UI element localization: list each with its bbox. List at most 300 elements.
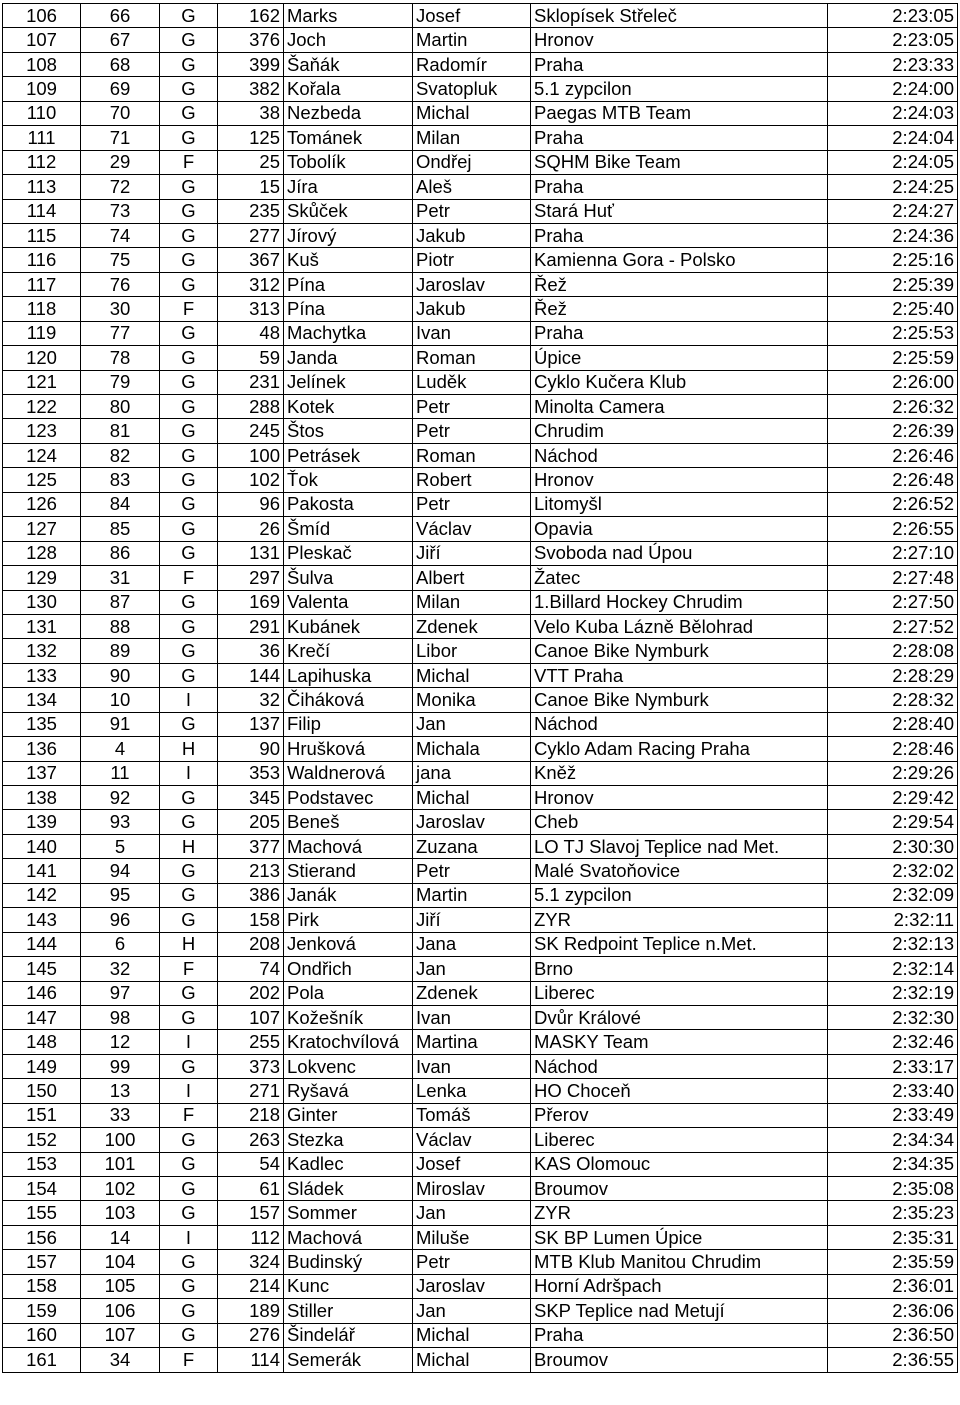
overall-rank-cell: 114	[3, 199, 81, 223]
first-name-cell: Ivan	[413, 1005, 531, 1029]
first-name-cell: Martina	[413, 1030, 531, 1054]
overall-rank-cell: 118	[3, 297, 81, 321]
club-cell: VTT Praha	[531, 663, 828, 687]
category-cell: G	[160, 52, 218, 76]
surname-cell: Jenková	[284, 932, 413, 956]
finish-time-cell: 2:34:35	[828, 1152, 958, 1176]
overall-rank-cell: 159	[3, 1299, 81, 1323]
category-rank-cell: 30	[81, 297, 160, 321]
finish-time-cell: 2:32:19	[828, 981, 958, 1005]
category-cell: G	[160, 1201, 218, 1225]
results-table	[2, 3, 958, 1373]
first-name-cell: Jan	[413, 712, 531, 736]
category-rank-cell: 88	[81, 614, 160, 638]
first-name-cell: Radomír	[413, 52, 531, 76]
finish-time-cell: 2:24:27	[828, 199, 958, 223]
category-cell: G	[160, 419, 218, 443]
club-cell: Praha	[531, 126, 828, 150]
bib-number-cell: 61	[218, 1177, 284, 1201]
surname-cell: Sommer	[284, 1201, 413, 1225]
finish-time-cell: 2:26:46	[828, 443, 958, 467]
surname-cell: Filip	[284, 712, 413, 736]
first-name-cell: Libor	[413, 639, 531, 663]
overall-rank-cell: 138	[3, 786, 81, 810]
first-name-cell: Jaroslav	[413, 810, 531, 834]
bib-number-cell: 205	[218, 810, 284, 834]
first-name-cell: Jan	[413, 957, 531, 981]
category-cell: G	[160, 1152, 218, 1176]
club-cell: Opavia	[531, 517, 828, 541]
category-cell: F	[160, 1103, 218, 1127]
bib-number-cell: 263	[218, 1128, 284, 1152]
bib-number-cell: 312	[218, 272, 284, 296]
overall-rank-cell: 124	[3, 443, 81, 467]
surname-cell: Beneš	[284, 810, 413, 834]
finish-time-cell: 2:33:17	[828, 1054, 958, 1078]
club-cell: Náchod	[531, 712, 828, 736]
category-cell: G	[160, 443, 218, 467]
overall-rank-cell: 161	[3, 1348, 81, 1372]
bib-number-cell: 271	[218, 1079, 284, 1103]
bib-number-cell: 74	[218, 957, 284, 981]
bib-number-cell: 235	[218, 199, 284, 223]
table-row	[3, 175, 958, 199]
category-cell: G	[160, 370, 218, 394]
bib-number-cell: 169	[218, 590, 284, 614]
overall-rank-cell: 108	[3, 52, 81, 76]
finish-time-cell: 2:23:05	[828, 4, 958, 28]
club-cell: Přerov	[531, 1103, 828, 1127]
table-row	[3, 932, 958, 956]
finish-time-cell: 2:36:01	[828, 1274, 958, 1298]
bib-number-cell: 376	[218, 28, 284, 52]
table-row	[3, 1348, 958, 1372]
first-name-cell: Zdenek	[413, 981, 531, 1005]
category-rank-cell: 86	[81, 541, 160, 565]
category-cell: G	[160, 786, 218, 810]
bib-number-cell: 214	[218, 1274, 284, 1298]
overall-rank-cell: 109	[3, 77, 81, 101]
table-row	[3, 468, 958, 492]
category-rank-cell: 29	[81, 150, 160, 174]
overall-rank-cell: 155	[3, 1201, 81, 1225]
table-row	[3, 859, 958, 883]
finish-time-cell: 2:28:29	[828, 663, 958, 687]
category-cell: G	[160, 712, 218, 736]
first-name-cell: Petr	[413, 492, 531, 516]
first-name-cell: Martin	[413, 28, 531, 52]
surname-cell: Skůček	[284, 199, 413, 223]
first-name-cell: Piotr	[413, 248, 531, 272]
bib-number-cell: 114	[218, 1348, 284, 1372]
category-cell: G	[160, 77, 218, 101]
club-cell: 5.1 zypcilon	[531, 883, 828, 907]
bib-number-cell: 345	[218, 786, 284, 810]
category-rank-cell: 67	[81, 28, 160, 52]
surname-cell: Machová	[284, 1225, 413, 1249]
category-rank-cell: 107	[81, 1323, 160, 1347]
category-rank-cell: 83	[81, 468, 160, 492]
finish-time-cell: 2:36:50	[828, 1323, 958, 1347]
surname-cell: Janák	[284, 883, 413, 907]
bib-number-cell: 137	[218, 712, 284, 736]
surname-cell: Machová	[284, 834, 413, 858]
finish-time-cell: 2:26:00	[828, 370, 958, 394]
category-rank-cell: 33	[81, 1103, 160, 1127]
overall-rank-cell: 160	[3, 1323, 81, 1347]
club-cell: Brno	[531, 957, 828, 981]
first-name-cell: Roman	[413, 443, 531, 467]
club-cell: HO Choceň	[531, 1079, 828, 1103]
surname-cell: Budinský	[284, 1250, 413, 1274]
category-cell: F	[160, 957, 218, 981]
bib-number-cell: 353	[218, 761, 284, 785]
category-rank-cell: 104	[81, 1250, 160, 1274]
category-cell: G	[160, 101, 218, 125]
finish-time-cell: 2:33:40	[828, 1079, 958, 1103]
overall-rank-cell: 113	[3, 175, 81, 199]
club-cell: 1.Billard Hockey Chrudim	[531, 590, 828, 614]
club-cell: SQHM Bike Team	[531, 150, 828, 174]
bib-number-cell: 102	[218, 468, 284, 492]
table-row	[3, 321, 958, 345]
overall-rank-cell: 133	[3, 663, 81, 687]
overall-rank-cell: 110	[3, 101, 81, 125]
table-row	[3, 101, 958, 125]
table-row	[3, 492, 958, 516]
first-name-cell: Jiří	[413, 541, 531, 565]
first-name-cell: Miroslav	[413, 1177, 531, 1201]
category-cell: I	[160, 1079, 218, 1103]
category-rank-cell: 105	[81, 1274, 160, 1298]
category-cell: G	[160, 590, 218, 614]
overall-rank-cell: 141	[3, 859, 81, 883]
table-row	[3, 4, 958, 28]
finish-time-cell: 2:32:02	[828, 859, 958, 883]
surname-cell: Štos	[284, 419, 413, 443]
overall-rank-cell: 152	[3, 1128, 81, 1152]
finish-time-cell: 2:23:33	[828, 52, 958, 76]
overall-rank-cell: 151	[3, 1103, 81, 1127]
category-cell: G	[160, 1299, 218, 1323]
surname-cell: Ginter	[284, 1103, 413, 1127]
category-cell: G	[160, 223, 218, 247]
overall-rank-cell: 156	[3, 1225, 81, 1249]
finish-time-cell: 2:28:40	[828, 712, 958, 736]
category-rank-cell: 12	[81, 1030, 160, 1054]
bib-number-cell: 107	[218, 1005, 284, 1029]
table-row	[3, 297, 958, 321]
club-cell: 5.1 zypcilon	[531, 77, 828, 101]
table-row	[3, 834, 958, 858]
finish-time-cell: 2:28:46	[828, 737, 958, 761]
surname-cell: Machytka	[284, 321, 413, 345]
first-name-cell: Svatopluk	[413, 77, 531, 101]
bib-number-cell: 399	[218, 52, 284, 76]
overall-rank-cell: 147	[3, 1005, 81, 1029]
finish-time-cell: 2:25:40	[828, 297, 958, 321]
first-name-cell: Tomáš	[413, 1103, 531, 1127]
surname-cell: Marks	[284, 4, 413, 28]
finish-time-cell: 2:26:32	[828, 395, 958, 419]
surname-cell: Jelínek	[284, 370, 413, 394]
table-row	[3, 52, 958, 76]
category-cell: G	[160, 199, 218, 223]
finish-time-cell: 2:36:06	[828, 1299, 958, 1323]
club-cell: Náchod	[531, 1054, 828, 1078]
overall-rank-cell: 139	[3, 810, 81, 834]
table-row	[3, 1201, 958, 1225]
overall-rank-cell: 121	[3, 370, 81, 394]
category-rank-cell: 4	[81, 737, 160, 761]
category-cell: G	[160, 28, 218, 52]
table-row	[3, 1030, 958, 1054]
club-cell: Litomyšl	[531, 492, 828, 516]
table-row	[3, 28, 958, 52]
first-name-cell: Zuzana	[413, 834, 531, 858]
category-cell: G	[160, 272, 218, 296]
first-name-cell: Jaroslav	[413, 1274, 531, 1298]
first-name-cell: Martin	[413, 883, 531, 907]
finish-time-cell: 2:24:04	[828, 126, 958, 150]
table-row	[3, 126, 958, 150]
finish-time-cell: 2:27:52	[828, 614, 958, 638]
finish-time-cell: 2:24:03	[828, 101, 958, 125]
category-cell: I	[160, 761, 218, 785]
overall-rank-cell: 127	[3, 517, 81, 541]
club-cell: Paegas MTB Team	[531, 101, 828, 125]
finish-time-cell: 2:35:59	[828, 1250, 958, 1274]
table-row	[3, 639, 958, 663]
category-rank-cell: 71	[81, 126, 160, 150]
category-rank-cell: 93	[81, 810, 160, 834]
category-cell: I	[160, 1030, 218, 1054]
results-table-container	[2, 3, 958, 1373]
bib-number-cell: 90	[218, 737, 284, 761]
table-row	[3, 1152, 958, 1176]
surname-cell: Kunc	[284, 1274, 413, 1298]
surname-cell: Šaňák	[284, 52, 413, 76]
surname-cell: Lapihuska	[284, 663, 413, 687]
bib-number-cell: 131	[218, 541, 284, 565]
overall-rank-cell: 134	[3, 688, 81, 712]
surname-cell: Nezbeda	[284, 101, 413, 125]
table-row	[3, 248, 958, 272]
surname-cell: Kratochvílová	[284, 1030, 413, 1054]
club-cell: Canoe Bike Nymburk	[531, 688, 828, 712]
category-rank-cell: 69	[81, 77, 160, 101]
table-row	[3, 663, 958, 687]
first-name-cell: Petr	[413, 1250, 531, 1274]
club-cell: ZYR	[531, 908, 828, 932]
table-row	[3, 810, 958, 834]
surname-cell: Pirk	[284, 908, 413, 932]
first-name-cell: Milan	[413, 590, 531, 614]
overall-rank-cell: 106	[3, 4, 81, 28]
table-row	[3, 614, 958, 638]
bib-number-cell: 36	[218, 639, 284, 663]
category-rank-cell: 32	[81, 957, 160, 981]
club-cell: Řež	[531, 297, 828, 321]
bib-number-cell: 367	[218, 248, 284, 272]
first-name-cell: Michal	[413, 1348, 531, 1372]
category-cell: G	[160, 639, 218, 663]
club-cell: Cyklo Kučera Klub	[531, 370, 828, 394]
finish-time-cell: 2:23:05	[828, 28, 958, 52]
table-row	[3, 908, 958, 932]
finish-time-cell: 2:26:48	[828, 468, 958, 492]
club-cell: Sklopísek Střeleč	[531, 4, 828, 28]
overall-rank-cell: 125	[3, 468, 81, 492]
table-row	[3, 443, 958, 467]
overall-rank-cell: 145	[3, 957, 81, 981]
bib-number-cell: 59	[218, 346, 284, 370]
surname-cell: Pola	[284, 981, 413, 1005]
category-cell: G	[160, 1274, 218, 1298]
table-row	[3, 1005, 958, 1029]
bib-number-cell: 15	[218, 175, 284, 199]
bib-number-cell: 324	[218, 1250, 284, 1274]
table-row	[3, 566, 958, 590]
overall-rank-cell: 129	[3, 566, 81, 590]
overall-rank-cell: 153	[3, 1152, 81, 1176]
first-name-cell: Michal	[413, 663, 531, 687]
finish-time-cell: 2:28:08	[828, 639, 958, 663]
category-rank-cell: 74	[81, 223, 160, 247]
bib-number-cell: 213	[218, 859, 284, 883]
surname-cell: Semerák	[284, 1348, 413, 1372]
first-name-cell: Petr	[413, 859, 531, 883]
category-rank-cell: 73	[81, 199, 160, 223]
club-cell: Velo Kuba Lázně Bělohrad	[531, 614, 828, 638]
surname-cell: Jíra	[284, 175, 413, 199]
overall-rank-cell: 135	[3, 712, 81, 736]
category-rank-cell: 5	[81, 834, 160, 858]
overall-rank-cell: 116	[3, 248, 81, 272]
club-cell: Broumov	[531, 1348, 828, 1372]
table-row	[3, 223, 958, 247]
bib-number-cell: 38	[218, 101, 284, 125]
first-name-cell: Jana	[413, 932, 531, 956]
finish-time-cell: 2:35:31	[828, 1225, 958, 1249]
category-cell: H	[160, 932, 218, 956]
table-row	[3, 883, 958, 907]
surname-cell: Čiháková	[284, 688, 413, 712]
overall-rank-cell: 128	[3, 541, 81, 565]
bib-number-cell: 373	[218, 1054, 284, 1078]
club-cell: MASKY Team	[531, 1030, 828, 1054]
surname-cell: Kožešník	[284, 1005, 413, 1029]
finish-time-cell: 2:24:05	[828, 150, 958, 174]
category-rank-cell: 94	[81, 859, 160, 883]
category-cell: G	[160, 1250, 218, 1274]
finish-time-cell: 2:24:25	[828, 175, 958, 199]
bib-number-cell: 162	[218, 4, 284, 28]
table-row	[3, 419, 958, 443]
finish-time-cell: 2:26:55	[828, 517, 958, 541]
first-name-cell: Milan	[413, 126, 531, 150]
first-name-cell: Jakub	[413, 223, 531, 247]
table-row	[3, 370, 958, 394]
table-row	[3, 517, 958, 541]
category-cell: I	[160, 688, 218, 712]
first-name-cell: Václav	[413, 517, 531, 541]
category-rank-cell: 31	[81, 566, 160, 590]
category-rank-cell: 75	[81, 248, 160, 272]
first-name-cell: Zdenek	[413, 614, 531, 638]
table-row	[3, 272, 958, 296]
finish-time-cell: 2:32:11	[828, 908, 958, 932]
first-name-cell: Miluše	[413, 1225, 531, 1249]
first-name-cell: Ondřej	[413, 150, 531, 174]
first-name-cell: Michal	[413, 786, 531, 810]
category-cell: H	[160, 834, 218, 858]
bib-number-cell: 291	[218, 614, 284, 638]
category-cell: G	[160, 1177, 218, 1201]
finish-time-cell: 2:27:50	[828, 590, 958, 614]
category-cell: G	[160, 1128, 218, 1152]
bib-number-cell: 202	[218, 981, 284, 1005]
surname-cell: Lokvenc	[284, 1054, 413, 1078]
finish-time-cell: 2:34:34	[828, 1128, 958, 1152]
table-row	[3, 199, 958, 223]
club-cell: Chrudim	[531, 419, 828, 443]
table-row	[3, 1128, 958, 1152]
category-rank-cell: 91	[81, 712, 160, 736]
club-cell: LO TJ Slavoj Teplice nad Met.	[531, 834, 828, 858]
bib-number-cell: 377	[218, 834, 284, 858]
club-cell: SK Redpoint Teplice n.Met.	[531, 932, 828, 956]
finish-time-cell: 2:32:13	[828, 932, 958, 956]
overall-rank-cell: 131	[3, 614, 81, 638]
category-cell: G	[160, 175, 218, 199]
table-row	[3, 77, 958, 101]
overall-rank-cell: 112	[3, 150, 81, 174]
club-cell: Canoe Bike Nymburk	[531, 639, 828, 663]
table-row	[3, 737, 958, 761]
overall-rank-cell: 157	[3, 1250, 81, 1274]
surname-cell: Stiller	[284, 1299, 413, 1323]
surname-cell: Janda	[284, 346, 413, 370]
surname-cell: Krečí	[284, 639, 413, 663]
first-name-cell: Josef	[413, 1152, 531, 1176]
category-rank-cell: 6	[81, 932, 160, 956]
surname-cell: Stierand	[284, 859, 413, 883]
category-rank-cell: 82	[81, 443, 160, 467]
category-rank-cell: 85	[81, 517, 160, 541]
first-name-cell: Jakub	[413, 297, 531, 321]
first-name-cell: Jan	[413, 1201, 531, 1225]
bib-number-cell: 189	[218, 1299, 284, 1323]
club-cell: Praha	[531, 52, 828, 76]
club-cell: Praha	[531, 1323, 828, 1347]
club-cell: Praha	[531, 175, 828, 199]
category-cell: H	[160, 737, 218, 761]
finish-time-cell: 2:27:48	[828, 566, 958, 590]
overall-rank-cell: 119	[3, 321, 81, 345]
club-cell: Cyklo Adam Racing Praha	[531, 737, 828, 761]
first-name-cell: jana	[413, 761, 531, 785]
club-cell: Hronov	[531, 468, 828, 492]
finish-time-cell: 2:35:08	[828, 1177, 958, 1201]
surname-cell: Sládek	[284, 1177, 413, 1201]
club-cell: Kamienna Gora - Polsko	[531, 248, 828, 272]
bib-number-cell: 277	[218, 223, 284, 247]
category-cell: G	[160, 883, 218, 907]
overall-rank-cell: 137	[3, 761, 81, 785]
finish-time-cell: 2:29:54	[828, 810, 958, 834]
first-name-cell: Luděk	[413, 370, 531, 394]
